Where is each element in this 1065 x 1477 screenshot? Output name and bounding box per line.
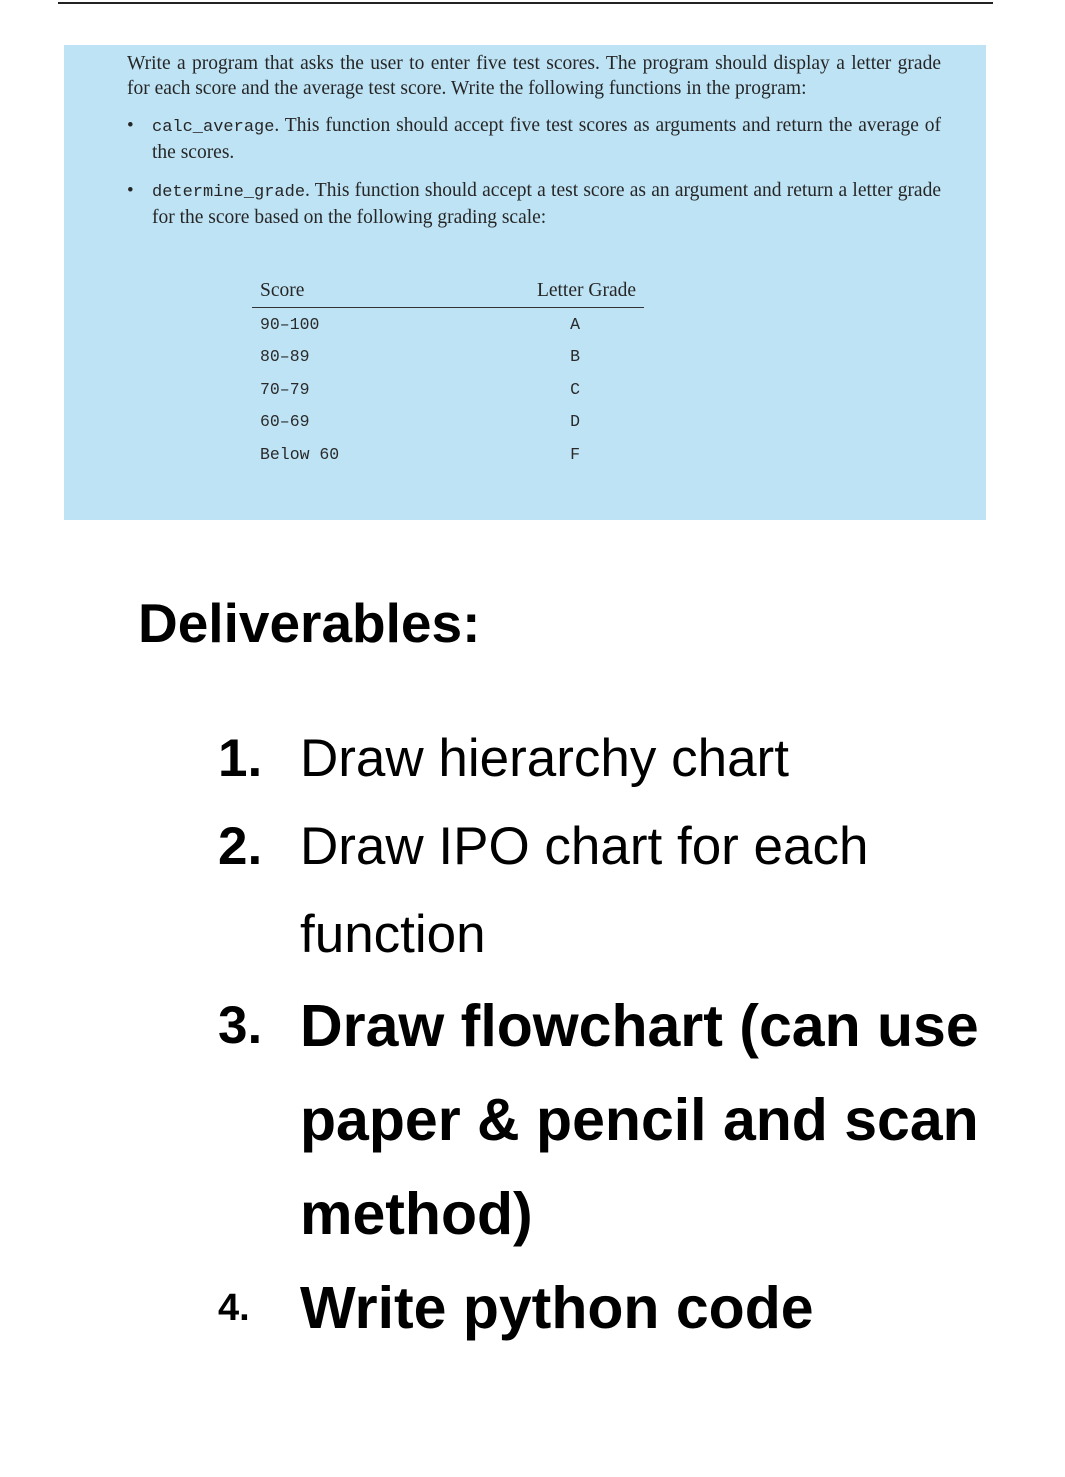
deliverable-number: 4. xyxy=(218,1287,250,1329)
deliverable-item-ipo-chart xyxy=(218,803,1018,979)
function-name: calc_average xyxy=(152,118,275,137)
letter-grade-cell: F xyxy=(570,444,580,464)
letter-grade-cell: B xyxy=(570,347,580,367)
deliverable-text: Write python code xyxy=(300,1275,814,1341)
letter-grade-cell: D xyxy=(570,412,580,432)
table-header-row xyxy=(252,277,644,308)
table-row xyxy=(252,438,644,471)
problem-intro: Write a program that asks the user to enter five test scores. The program should display a letter grade for each score and the average test score. Write the following functions in the program: xyxy=(127,53,941,99)
function-name: determine_grade xyxy=(152,183,306,202)
function-description: . This function should accept five test scores as arguments and return the average of the scores. xyxy=(152,115,941,163)
deliverable-text: Draw hierarchy chart xyxy=(300,729,789,788)
score-range-cell: 70–79 xyxy=(260,379,310,399)
bullet-icon: • xyxy=(127,180,134,201)
function-item-determine-grade xyxy=(127,178,941,230)
letter-grade-cell: C xyxy=(570,379,580,399)
column-header-score: Score xyxy=(252,277,421,308)
deliverable-text: Draw IPO chart for each function xyxy=(300,817,869,964)
top-divider xyxy=(58,2,993,4)
function-description: . This function should accept a test score as an argument and return a letter grade for the score based on the following grading scale: xyxy=(152,180,941,228)
problem-statement-box xyxy=(64,45,986,520)
deliverable-item-flowchart xyxy=(218,979,1018,1261)
deliverable-number: 2. xyxy=(218,817,263,876)
letter-grade-cell: A xyxy=(570,314,580,334)
column-header-letter-grade: Letter Grade xyxy=(421,277,644,308)
deliverable-item-hierarchy-chart xyxy=(218,715,1018,803)
score-range-cell: 80–89 xyxy=(260,347,310,367)
bullet-icon: • xyxy=(127,115,134,136)
deliverables-list xyxy=(218,715,1018,1355)
table-row xyxy=(252,341,644,374)
deliverable-text: Draw flowchart (can use paper & pencil and scan method) xyxy=(300,993,979,1247)
score-range-cell: Below 60 xyxy=(260,444,340,464)
table-row xyxy=(252,406,644,439)
grading-scale-table xyxy=(252,277,644,471)
deliverable-number: 1. xyxy=(218,729,263,788)
table-row xyxy=(252,308,644,341)
score-range-cell: 90–100 xyxy=(260,314,320,334)
deliverable-number: 3. xyxy=(218,996,263,1055)
function-list xyxy=(127,113,941,230)
table-row xyxy=(252,373,644,406)
deliverable-item-python-code xyxy=(218,1261,1018,1355)
score-range-cell: 60–69 xyxy=(260,412,310,432)
deliverables-heading: Deliverables: xyxy=(138,592,481,654)
function-item-calc-average xyxy=(127,113,941,165)
